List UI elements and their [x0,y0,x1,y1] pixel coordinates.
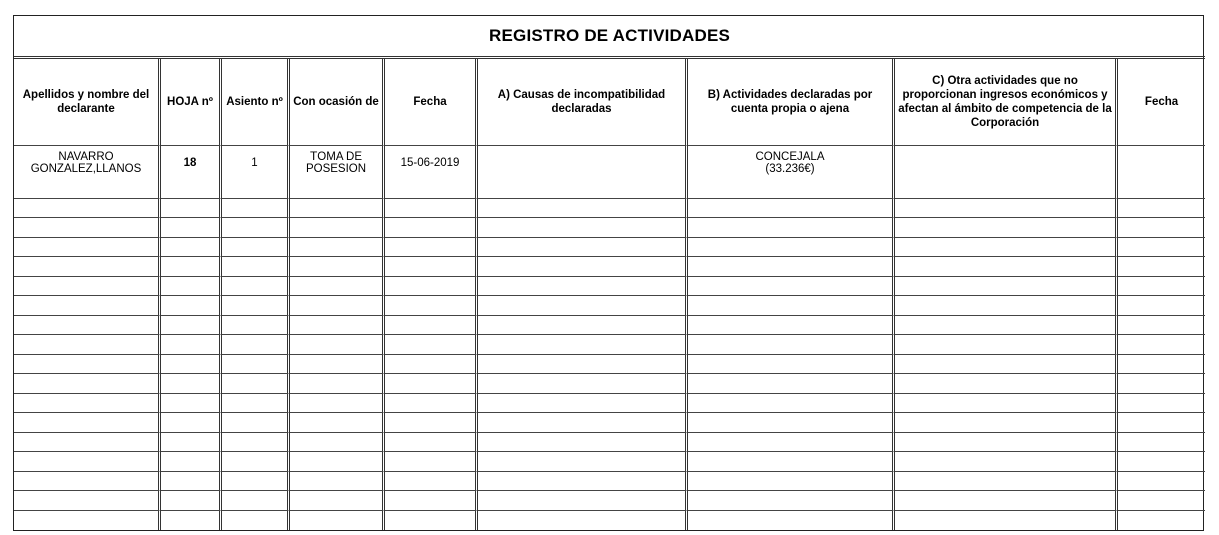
cell-otras-actividades [895,179,1118,199]
cell-hoja [161,257,222,277]
cell-fecha [385,511,478,531]
cell-otras-actividades [895,146,1118,179]
cell-asiento [222,374,290,394]
cell-otras-actividades [895,355,1118,375]
empty-table-row [14,472,1205,492]
empty-table-row [14,199,1205,219]
cell-apellidos [14,413,161,433]
cell-actividades [688,238,895,258]
cell-asiento [222,316,290,336]
cell-ocasion [290,413,385,433]
empty-table-row [14,296,1205,316]
empty-table-row [14,491,1205,511]
cell-fecha [385,296,478,316]
header-hoja: HOJA nº [161,59,222,146]
cell-ocasion [290,452,385,472]
cell-causas [478,413,688,433]
header-otras-actividades: C) Otra actividades que no proporcionan ingresos económicos y afectan al ámbito de competencia de la Corporación [895,59,1118,146]
empty-table-row [14,511,1205,531]
cell-otras-actividades [895,491,1118,511]
cell-otras-actividades [895,218,1118,238]
cell-asiento [222,238,290,258]
cell-causas [478,452,688,472]
cell-fecha-final [1118,413,1205,433]
cell-fecha-final [1118,146,1205,179]
cell-actividades [688,179,895,199]
cell-apellidos [14,355,161,375]
empty-table-row [14,179,1205,199]
cell-causas [478,394,688,414]
cell-actividades-line1: CONCEJALA [755,150,825,163]
cell-hoja [161,491,222,511]
cell-actividades [688,511,895,531]
cell-fecha [385,374,478,394]
cell-fecha-final [1118,179,1205,199]
cell-actividades [688,452,895,472]
cell-apellidos [14,394,161,414]
cell-asiento [222,433,290,453]
cell-otras-actividades [895,452,1118,472]
cell-otras-actividades [895,413,1118,433]
header-apellidos: Apellidos y nombre del declarante [14,59,161,146]
cell-causas [478,355,688,375]
cell-fecha [385,355,478,375]
cell-fecha [385,452,478,472]
cell-ocasion [290,472,385,492]
cell-actividades [688,433,895,453]
cell-asiento [222,199,290,219]
cell-actividades [688,374,895,394]
cell-actividades-line2: (33.236€) [765,162,815,175]
cell-actividades [688,472,895,492]
cell-actividades [688,316,895,336]
header-ocasion: Con ocasión de [290,59,385,146]
cell-causas [478,491,688,511]
cell-fecha-final [1118,355,1205,375]
cell-fecha [385,277,478,297]
cell-otras-actividades [895,277,1118,297]
cell-actividades [688,218,895,238]
cell-fecha: 15-06-2019 [385,146,478,179]
cell-actividades [688,491,895,511]
cell-ocasion-line1 [292,150,380,163]
register-title: REGISTRO DE ACTIVIDADES [14,16,1205,59]
cell-fecha-final [1118,316,1205,336]
cell-fecha [385,179,478,199]
cell-causas [478,257,688,277]
empty-table-row [14,257,1205,277]
cell-apellidos [14,179,161,199]
cell-otras-actividades [895,257,1118,277]
cell-apellidos [14,146,161,179]
cell-fecha [385,238,478,258]
cell-hoja [161,433,222,453]
cell-hoja [161,394,222,414]
empty-table-row [14,335,1205,355]
cell-hoja [161,413,222,433]
cell-ocasion [290,296,385,316]
cell-apellidos [14,452,161,472]
cell-asiento [222,218,290,238]
cell-asiento [222,394,290,414]
empty-table-row [14,433,1205,453]
cell-ocasion-rest: OMA DE [317,151,363,163]
cell-causas [478,335,688,355]
cell-apellidos [14,511,161,531]
cell-otras-actividades [895,238,1118,258]
cell-fecha-final [1118,335,1205,355]
cell-ocasion [290,257,385,277]
cell-ocasion [290,238,385,258]
cell-ocasion [290,179,385,199]
cell-hoja [161,472,222,492]
cell-apellidos [14,199,161,219]
header-row [14,59,1205,146]
cell-apellidos [14,335,161,355]
cell-apellidos [14,277,161,297]
empty-table-row [14,238,1205,258]
activities-register-sheet [13,15,1204,531]
cell-actividades [688,355,895,375]
cell-otras-actividades [895,394,1118,414]
cell-apellidos [14,374,161,394]
cell-otras-actividades [895,472,1118,492]
cell-fecha [385,413,478,433]
cell-otras-actividades [895,433,1118,453]
cell-ocasion [290,146,385,179]
cell-actividades [688,335,895,355]
cell-asiento: 1 [222,146,290,179]
cell-apellidos [14,238,161,258]
cell-apellidos-line2: GONZALEZ,LLANOS [30,162,142,175]
cell-actividades [688,257,895,277]
cell-causas [478,146,688,179]
empty-table-row [14,452,1205,472]
cell-apellidos [14,218,161,238]
cell-hoja [161,179,222,199]
cell-fecha-final [1118,433,1205,453]
cell-asiento [222,413,290,433]
cell-hoja [161,335,222,355]
cell-fecha [385,218,478,238]
cell-hoja [161,316,222,336]
cell-apellidos [14,316,161,336]
cell-hoja [161,511,222,531]
cell-asiento [222,257,290,277]
cell-ocasion-cap: T [309,149,318,163]
cell-fecha [385,257,478,277]
cell-hoja [161,218,222,238]
empty-table-row [14,355,1205,375]
cell-hoja [161,452,222,472]
cell-fecha-final [1118,199,1205,219]
cell-fecha [385,335,478,355]
cell-causas [478,472,688,492]
cell-fecha-final [1118,472,1205,492]
cell-asiento [222,355,290,375]
cell-otras-actividades [895,511,1118,531]
cell-ocasion [290,374,385,394]
cell-causas [478,218,688,238]
cell-fecha [385,316,478,336]
cell-hoja: 18 [161,146,222,179]
cell-apellidos [14,491,161,511]
cell-fecha-final [1118,238,1205,258]
header-fecha: Fecha [385,59,478,146]
cell-actividades [688,296,895,316]
cell-fecha [385,433,478,453]
cell-ocasion [290,218,385,238]
cell-hoja [161,355,222,375]
cell-fecha [385,394,478,414]
cell-otras-actividades [895,296,1118,316]
cell-causas [478,433,688,453]
cell-otras-actividades [895,316,1118,336]
cell-hoja [161,296,222,316]
cell-otras-actividades [895,199,1118,219]
cell-ocasion [290,335,385,355]
empty-table-row [14,218,1205,238]
cell-asiento [222,179,290,199]
cell-fecha-final [1118,491,1205,511]
cell-asiento [222,296,290,316]
cell-apellidos [14,296,161,316]
cell-actividades [688,413,895,433]
cell-causas [478,374,688,394]
cell-ocasion [290,316,385,336]
cell-otras-actividades [895,374,1118,394]
cell-asiento [222,491,290,511]
cell-fecha [385,472,478,492]
cell-actividades [688,146,895,179]
table-row [14,146,1205,179]
cell-fecha-final [1118,452,1205,472]
cell-ocasion [290,355,385,375]
header-causas: A) Causas de incompatibilidad declaradas [478,59,688,146]
activities-register-table [14,16,1205,530]
cell-ocasion [290,433,385,453]
cell-causas [478,238,688,258]
cell-otras-actividades [895,335,1118,355]
cell-ocasion-line2: POSESION [305,163,367,175]
cell-hoja [161,277,222,297]
cell-ocasion [290,277,385,297]
cell-causas [478,199,688,219]
cell-actividades [688,394,895,414]
header-asiento: Asiento nº [222,59,290,146]
cell-fecha-final [1118,218,1205,238]
cell-hoja [161,238,222,258]
cell-ocasion [290,491,385,511]
cell-causas [478,511,688,531]
empty-table-row [14,277,1205,297]
header-fecha-final: Fecha [1118,59,1205,146]
cell-causas [478,316,688,336]
cell-causas [478,296,688,316]
cell-fecha-final [1118,277,1205,297]
cell-ocasion [290,199,385,219]
cell-apellidos [14,257,161,277]
cell-causas [478,277,688,297]
cell-fecha-final [1118,257,1205,277]
cell-fecha-final [1118,394,1205,414]
cell-causas [478,179,688,199]
empty-table-row [14,374,1205,394]
cell-fecha [385,199,478,219]
cell-fecha-final [1118,374,1205,394]
cell-fecha-final [1118,511,1205,531]
cell-asiento [222,452,290,472]
cell-actividades [688,277,895,297]
cell-apellidos-line1: NAVARRO [58,150,114,163]
cell-asiento [222,277,290,297]
empty-table-row [14,394,1205,414]
cell-fecha-final [1118,296,1205,316]
cell-asiento [222,472,290,492]
header-actividades: B) Actividades declaradas por cuenta propia o ajena [688,59,895,146]
cell-apellidos [14,433,161,453]
cell-asiento [222,335,290,355]
cell-apellidos [14,472,161,492]
cell-fecha [385,491,478,511]
cell-ocasion [290,394,385,414]
cell-hoja [161,199,222,219]
cell-asiento [222,511,290,531]
cell-actividades [688,199,895,219]
cell-ocasion [290,511,385,531]
empty-table-row [14,316,1205,336]
cell-hoja [161,374,222,394]
empty-table-row [14,413,1205,433]
